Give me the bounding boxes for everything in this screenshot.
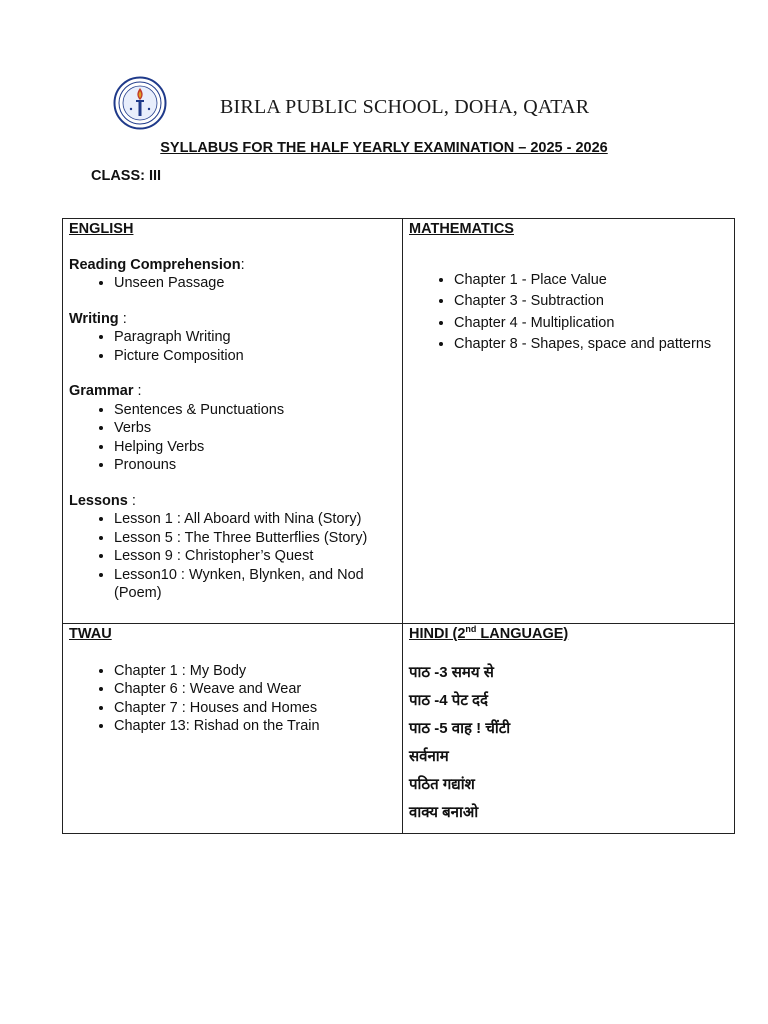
list-item: • Unseen Passage [114,274,396,293]
syllabus-table [62,218,735,834]
english-section [69,382,396,475]
english-cell [63,219,403,624]
section-label: Grammar [69,383,134,399]
hindi-heading [409,625,728,644]
twau-cell [63,624,403,834]
english-section [69,492,396,603]
section-sep: : [118,310,127,327]
list-item: • Verbs [114,419,396,438]
list-item: • Pronouns [114,456,396,475]
hindi-cell [403,624,735,834]
list-item: • Lesson 5 : The Three Butterflies (Story) [114,529,396,548]
hindi-list [409,659,728,827]
list-item: • Chapter 4 - Multiplication [454,314,728,333]
hindi-heading-sup: nd [465,624,477,635]
list-item: सर्वनाम [409,747,449,765]
list-item: पाठ -3 समय से [409,663,494,681]
section-label: Lessons [69,492,128,509]
list-item: • Sentences & Punctuations [114,401,396,420]
list-item: वाक्य बनाओ [409,803,479,821]
list-item: • Paragraph Writing [114,328,396,347]
school-name: BIRLA PUBLIC SCHOOL, DOHA, QATAR [220,96,590,118]
twau-heading: TWAU [69,626,112,642]
list-item: • Lesson10 : Wynken, Blynken, and Nod (Poem) [114,566,396,603]
english-heading: ENGLISH [69,221,134,237]
list-item: • Chapter 6 : Weave and Wear [114,680,396,699]
exam-title: SYLLABUS FOR THE HALF YEARLY EXAMINATION – 2025 - 2026 [160,140,608,156]
list-item: • Lesson 1 : All Aboard with Nina (Story) [114,510,396,529]
section-label: Writing [69,310,119,327]
list-item: पाठ -5 वाह ! चींटी [409,719,511,737]
class-label: CLASS: III [91,168,162,184]
list-item: • Lesson 9 : Christopher’s Quest [114,547,396,566]
section-sep: : [240,256,245,273]
school-logo-emblem [113,76,167,130]
list-item: पाठ -4 पेट दर्द [409,691,488,709]
list-item: पठित गद्यांश [409,775,475,793]
list-item: • Chapter 8 - Shapes, space and patterns [454,335,728,354]
list-item: • Chapter 7 : Houses and Homes [114,699,396,718]
table-row [63,219,735,624]
english-section [69,256,396,293]
list-item: • Chapter 3 - Subtraction [454,292,728,311]
list-item: • Chapter 1 : My Body [114,662,396,681]
table-row [63,624,735,834]
list-item: • Chapter 1 - Place Value [454,271,728,290]
mathematics-cell [403,219,735,624]
english-section [69,310,396,366]
section-sep: : [133,383,142,399]
list-item: • Picture Composition [114,347,396,366]
list-item: • Chapter 13: Rishad on the Train [114,717,396,736]
mathematics-heading: MATHEMATICS [409,221,514,237]
hindi-heading-pre: HINDI (2 [409,626,466,642]
hindi-heading-post: LANGUAGE) [476,626,569,642]
list-item: • Helping Verbs [114,438,396,457]
section-label: Reading Comprehension [69,256,241,273]
section-sep: : [127,492,136,509]
